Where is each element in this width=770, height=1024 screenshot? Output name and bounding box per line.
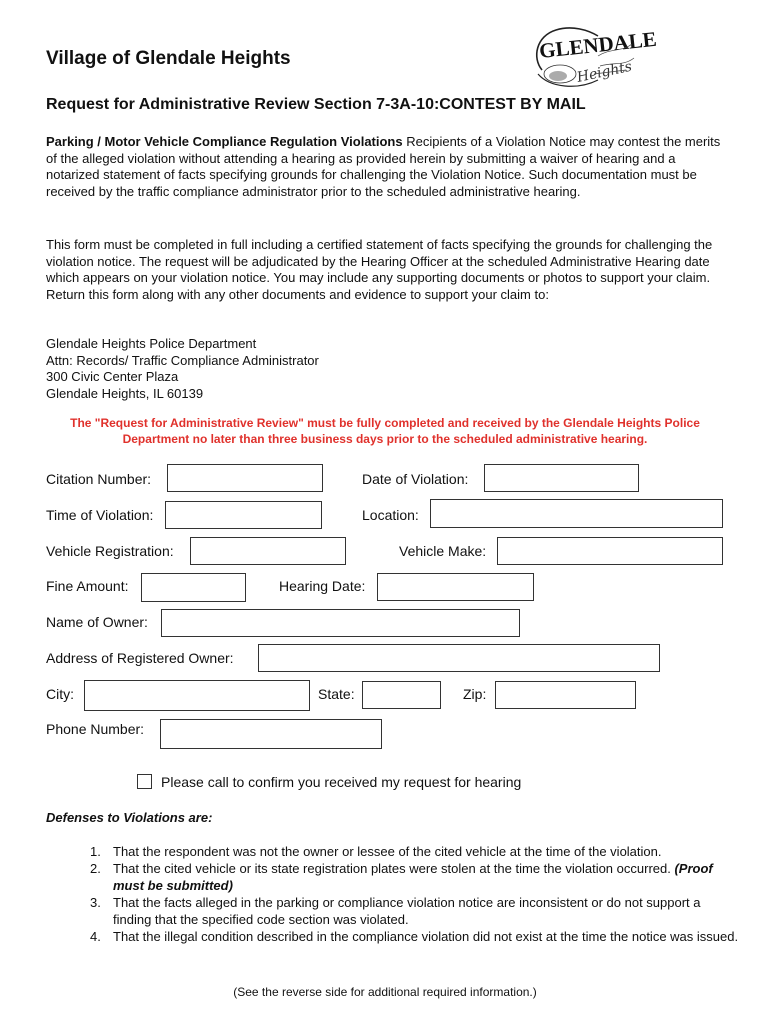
city-label: City:: [46, 686, 74, 702]
warning-line: The "Request for Administrative Review" must be fully completed and received by the Glendale Heights Police: [70, 416, 700, 430]
address-line: 300 Civic Center Plaza: [46, 369, 179, 384]
zip-input[interactable]: [495, 681, 636, 709]
defense-number: 1.: [90, 844, 101, 859]
name-of-owner-label: Name of Owner:: [46, 614, 148, 630]
vehicle-registration-label: Vehicle Registration:: [46, 543, 174, 559]
state-label: State:: [318, 686, 355, 702]
mailing-address: [46, 336, 319, 402]
defense-text: That the illegal condition described in the compliance violation did not exist at the time the notice was issued.: [113, 929, 739, 944]
defenses-title: Defenses to Violations are:: [46, 810, 213, 825]
hearing-date-input[interactable]: [377, 573, 534, 601]
defense-item: [90, 843, 740, 860]
defense-text: That the respondent was not the owner or lessee of the cited vehicle at the time of the violation.: [113, 844, 662, 859]
location-label: Location:: [362, 507, 419, 523]
address-line: Attn: Records/ Traffic Compliance Administrator: [46, 352, 319, 368]
citation-number-label: Citation Number:: [46, 471, 152, 487]
village-title: Village of Glendale Heights: [46, 48, 291, 69]
warning-line: Department no later than three business days prior to the scheduled administrative hearing.: [122, 432, 648, 446]
defenses-list: [90, 843, 740, 945]
phone-number-label: Phone Number:: [46, 721, 145, 737]
address-line: Glendale Heights, IL 60139: [46, 385, 204, 401]
name-of-owner-input[interactable]: [161, 609, 520, 637]
intro-paragraph: [46, 134, 732, 200]
defense-item: [90, 894, 740, 928]
defense-number: 4.: [90, 929, 101, 944]
citation-number-input[interactable]: [167, 464, 323, 492]
defense-number: 2.: [90, 861, 101, 876]
defense-text: That the facts alleged in the parking or compliance violation notice are inconsistent or do not support a finding that the specified code section was violated.: [113, 895, 701, 927]
confirm-label: Please call to confirm you received my request for hearing: [161, 774, 522, 790]
time-of-violation-label: Time of Violation:: [46, 507, 154, 523]
logo-script: Heights: [575, 58, 634, 86]
defense-item: [90, 928, 740, 945]
phone-number-input[interactable]: [160, 719, 382, 749]
fine-amount-input[interactable]: [141, 573, 246, 602]
form-title: Request for Administrative Review Section 7-3A-10:CONTEST BY MAIL: [46, 96, 586, 113]
glendale-heights-logo: [528, 22, 658, 94]
deadline-warning: [40, 415, 730, 447]
proof-required-note: (Proof must be submitted): [113, 861, 713, 893]
address-of-owner-label: Address of Registered Owner:: [46, 650, 234, 666]
logo-wordmark: GLENDALE: [538, 26, 658, 63]
hearing-date-label: Hearing Date:: [279, 578, 366, 594]
confirm-checkbox[interactable]: [137, 774, 152, 789]
vehicle-make-input[interactable]: [497, 537, 723, 565]
city-input[interactable]: [84, 680, 310, 711]
state-input[interactable]: [362, 681, 441, 709]
fine-amount-label: Fine Amount:: [46, 578, 129, 594]
address-of-owner-input[interactable]: [258, 644, 660, 672]
date-of-violation-input[interactable]: [484, 464, 639, 492]
intro-lead-bold: Parking / Motor Vehicle Compliance Regulation Violations: [46, 134, 403, 149]
date-of-violation-label: Date of Violation:: [362, 471, 469, 487]
vehicle-registration-input[interactable]: [190, 537, 346, 565]
defense-item: [90, 860, 740, 894]
location-input[interactable]: [430, 499, 723, 528]
defense-number: 3.: [90, 895, 101, 910]
vehicle-make-label: Vehicle Make:: [399, 543, 487, 559]
time-of-violation-input[interactable]: [165, 501, 322, 529]
intro-lead-text: Recipients of a Violation Notice may contest the merits of the alleged violation without attending a hearing as provided herein by submitting a waiver of hearing and a notarized statement of facts specifying grounds for challenging the Violation Notice. Such documentation must be received by the traffic compliance administrator prior to the scheduled administrative hearing.: [46, 134, 721, 199]
reverse-side-note: (See the reverse side for additional required information.): [233, 985, 537, 999]
zip-label: Zip:: [463, 686, 487, 702]
address-line: Glendale Heights Police Department: [46, 336, 257, 351]
defense-text: That the cited vehicle or its state registration plates were stolen at the time the violation occurred.: [113, 861, 675, 876]
instructions-paragraph: This form must be completed in full including a certified statement of facts specifying the grounds for challenging the violation notice. The request will be adjudicated by the Hearing Officer at the scheduled Administrative Hearing date which appears on your violation notice. You may include any supporting documents or photos to support your claim. Return this form along with any other documents and evidence to support your claim to:: [46, 237, 713, 302]
